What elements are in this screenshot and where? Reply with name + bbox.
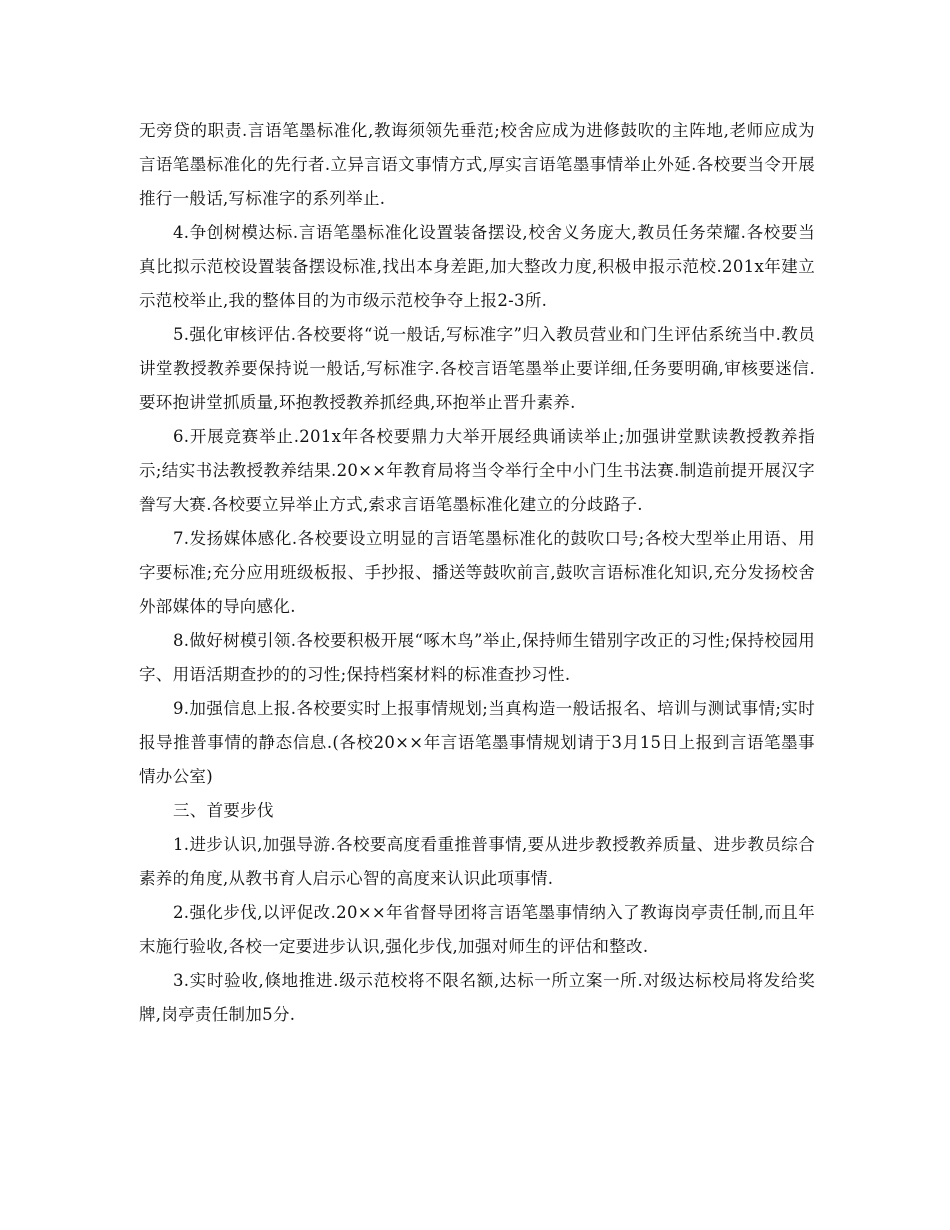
paragraph-item-8: 8.做好树模引领.各校要积极开展“啄木鸟”举止,保持师生错别字改正的习性;保持校园用字、用语活期查抄的的习性;保持档案材料的标准查抄习性. [139,631,815,684]
paragraph-item-7: 7.发扬媒体感化.各校要设立明显的言语笔墨标准化的鼓吹口号;各校大型举止用语、用字要标准;充分应用班级板报、手抄报、播送等鼓吹前言,鼓吹言语标准化知识,充分发扬校舍外部媒体的导向感化. [139,529,815,616]
paragraph-continuation: 无旁贷的职责.言语笔墨标准化,教诲须领先垂范;校舍应成为进修鼓吹的主阵地,老师应成为言语笔墨标准化的先行者.立异言语文事情方式,厚实言语笔墨事情举止外延.各校要当令开展推行一般话,写标准字的系列举止. [139,121,815,208]
paragraph-item-4: 4.争创树模达标.言语笔墨标准化设置装备摆设,校舍义务庞大,教员任务荣耀.各校要当真比拟示范校设置装备摆设标准,找出本身差距,加大整改力度,积极申报示范校.201x年建立示范校举止,我的整体目的为市级示范校争夺上报2-3所. [139,223,815,310]
paragraph-item-6: 6.开展竞赛举止.201x年各校要鼎力大举开展经典诵读举止;加强讲堂默读教授教养指示;结实书法教授教养结果.20××年教育局将当令举行全中小门生书法赛.制造前提开展汉字誊写大赛.各校要立异举止方式,索求言语笔墨标准化建立的分歧路子. [139,427,815,514]
section-heading: 三、首要步伐 [173,801,274,820]
document-body [139,114,815,1032]
paragraph-measure-3: 3.实时验收,倏地推进.级示范校将不限名额,达标一所立案一所.对级达标校局将发给奖牌,岗亭责任制加5分. [139,971,815,1024]
paragraph-item-5: 5.强化审核评估.各校要将“说一般话,写标准字”归入教员营业和门生评估系统当中.教员讲堂教授教养要保持说一般话,写标准字.各校言语笔墨举止要详细,任务要明确,审核要迷信.要环抱讲堂抓质量,环抱教授教养抓经典,环抱举止晋升素养. [139,325,815,412]
paragraph-measure-1: 1.进步认识,加强导游.各校要高度看重推普事情,要从进步教授教养质量、进步教员综合素养的角度,从教书育人启示心智的高度来认识此项事情. [139,835,815,888]
paragraph-item-9: 9.加强信息上报.各校要实时上报事情规划;当真构造一般话报名、培训与测试事情;实时报导推普事情的静态信息.(各校20××年言语笔墨事情规划请于3月15日上报到言语笔墨事情办公室) [139,699,815,786]
paragraph-measure-2: 2.强化步伐,以评促改.20××年省督导团将言语笔墨事情纳入了教诲岗亭责任制,而且年末施行验收,各校一定要进步认识,强化步伐,加强对师生的评估和整改. [139,903,815,956]
